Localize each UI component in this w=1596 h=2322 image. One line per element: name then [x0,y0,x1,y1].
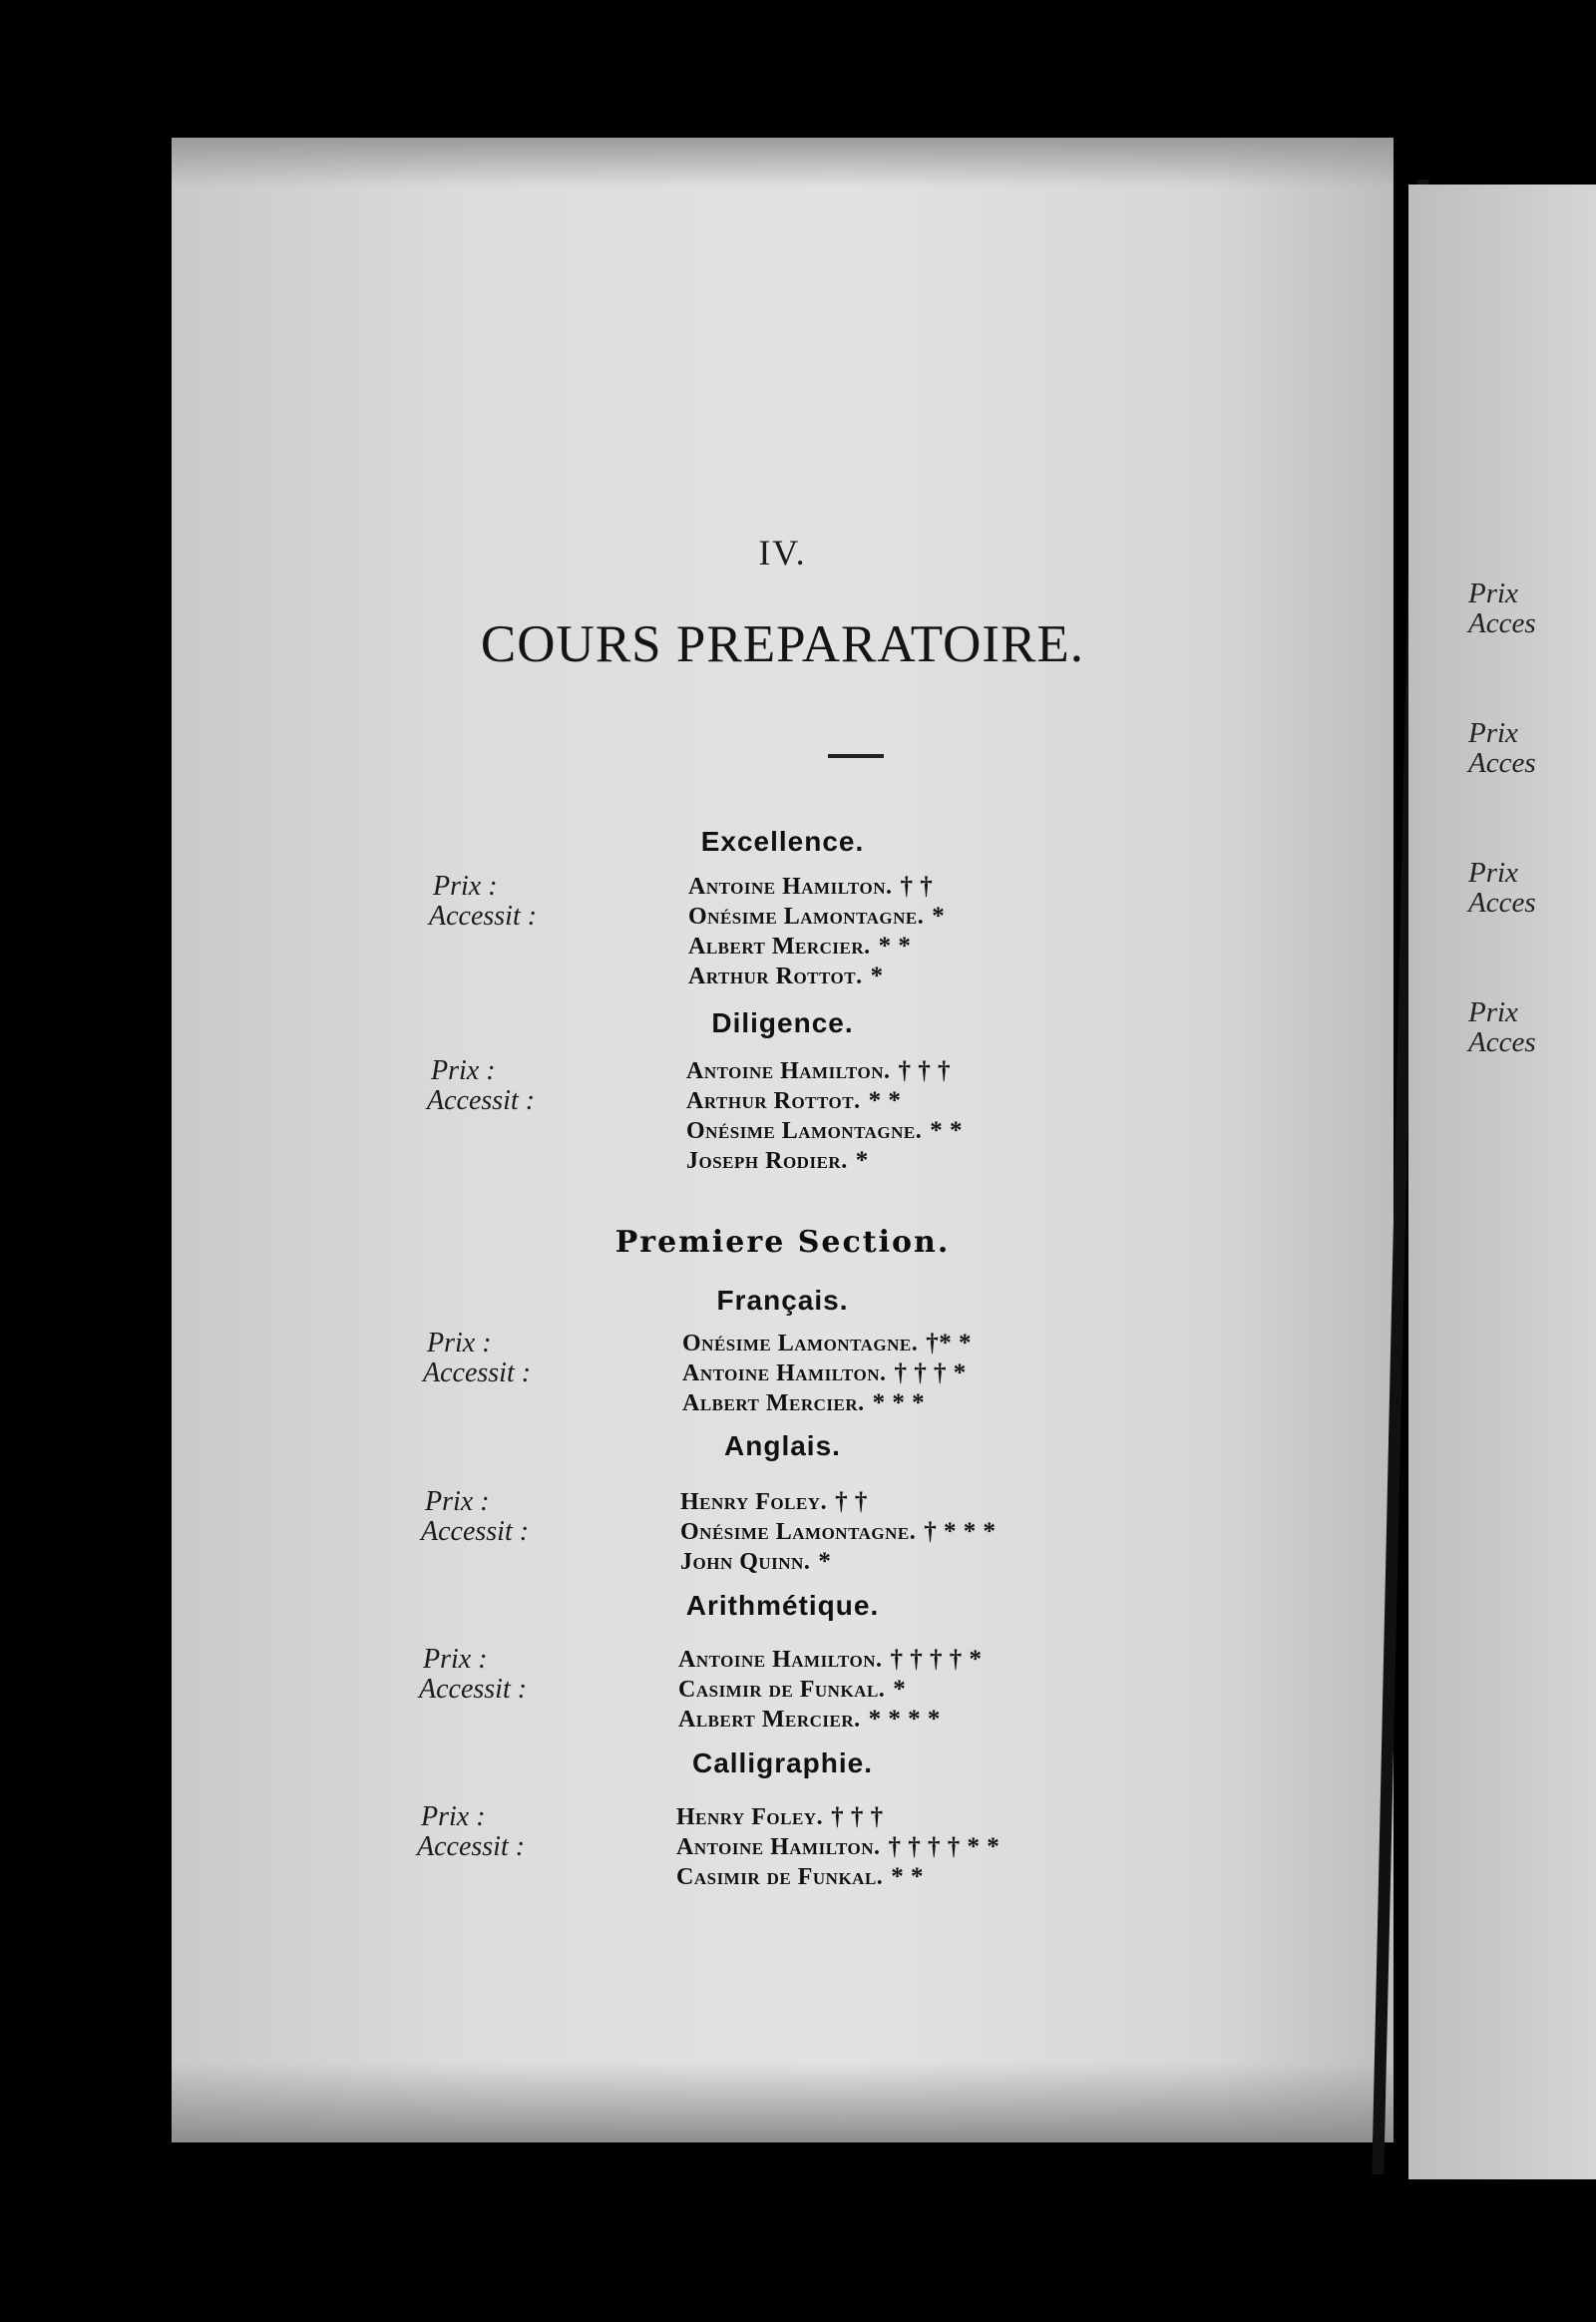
entry-marks: † † [835,1488,868,1515]
facing-page-label: Acces [1468,747,1536,779]
facing-page-label: Prix [1468,717,1518,749]
prix-label: Prix : [421,1801,486,1832]
entry-name: Albert Mercier. * * [688,933,912,960]
entry-name: Casimir de Funkal. * [678,1676,907,1703]
entry-marks: * * [868,1087,902,1114]
entry-marks: * * [878,933,912,960]
subsection-title: Premiere Section. [614,1225,951,1260]
facing-page-label: Acces [1468,1026,1536,1058]
entry-marks: * * [891,1863,925,1890]
entry-name: Casimir de Funkal. * * [676,1863,925,1890]
prix-label: Prix : [431,1055,496,1086]
entry-marks: * [870,963,884,989]
entry-name: Onésime Lamontagne. † * * * [680,1518,997,1545]
entry-marks: † † † [831,1803,884,1830]
entry-name: Arthur Rottot. * * [686,1087,902,1114]
category-heading-excellence: Excellence. [700,826,865,857]
accessit-label: Accessit : [421,1516,530,1547]
section-number: IV. [758,533,807,573]
entry-marks: * * * [872,1389,926,1416]
entry-marks: †* * [926,1330,973,1356]
accessit-label: Accessit : [427,1085,536,1116]
entry-marks: * [932,903,946,930]
prix-label: Prix : [433,871,498,902]
category-heading-anglais: Anglais. [724,1430,841,1461]
page-title: COURS PREPARATOIRE. [480,615,1085,673]
entry-name: Henry Foley. † † † [676,1803,884,1830]
accessit-label: Accessit : [423,1357,532,1388]
entry-name: Albert Mercier. * * * * [678,1706,941,1733]
entry-name: Onésime Lamontagne. †* * [682,1330,973,1356]
entry-name: Onésime Lamontagne. * * [686,1117,964,1144]
entry-name: Albert Mercier. * * * [682,1389,926,1416]
entry-marks: * * * * [868,1706,941,1733]
entry-name: Onésime Lamontagne. * [688,903,946,930]
prix-label: Prix : [427,1328,492,1358]
entry-marks: † † † † * * [888,1833,1000,1860]
entry-marks: * [818,1548,832,1575]
entry-name: Arthur Rottot. * [688,963,884,989]
entry-name: Antoine Hamilton. † † † † * [678,1646,983,1673]
entry-marks: † † † * [894,1359,967,1386]
entry-marks: * * [930,1117,964,1144]
facing-page-label: Acces [1468,887,1536,919]
entry-marks: † † † [898,1057,952,1084]
entry-name: Antoine Hamilton. † † [688,873,934,900]
facing-page-edge [1408,185,1596,2179]
entry-marks: † * * * [924,1518,997,1545]
entry-name: Joseph Rodier. * [686,1147,869,1174]
category-heading-francais: Français. [716,1285,849,1316]
category-heading-calligraphie: Calligraphie. [691,1747,874,1778]
category-heading-diligence: Diligence. [711,1007,854,1038]
accessit-label: Accessit : [417,1831,526,1862]
entry-name: Antoine Hamilton. † † † * [682,1359,967,1386]
document-page [172,138,1394,2142]
entry-marks: † † [900,873,934,900]
accessit-label: Accessit : [419,1674,528,1705]
facing-page-label: Acces [1468,607,1536,639]
entry-name: John Quinn. * [680,1548,832,1575]
entry-marks: * [893,1676,907,1703]
prix-label: Prix : [425,1486,490,1517]
facing-page-label: Prix [1468,857,1518,889]
entry-marks: † † † † * [890,1646,983,1673]
accessit-label: Accessit : [429,901,538,932]
title-rule [828,754,884,758]
category-heading-arithmetique: Arithmétique. [685,1590,880,1621]
entry-marks: * [855,1147,869,1174]
facing-page-label: Prix [1468,996,1518,1028]
prix-label: Prix : [423,1644,488,1675]
entry-name: Antoine Hamilton. † † † [686,1057,952,1084]
facing-page-label: Prix [1468,578,1518,609]
entry-name: Antoine Hamilton. † † † † * * [676,1833,1000,1860]
entry-name: Henry Foley. † † [680,1488,868,1515]
